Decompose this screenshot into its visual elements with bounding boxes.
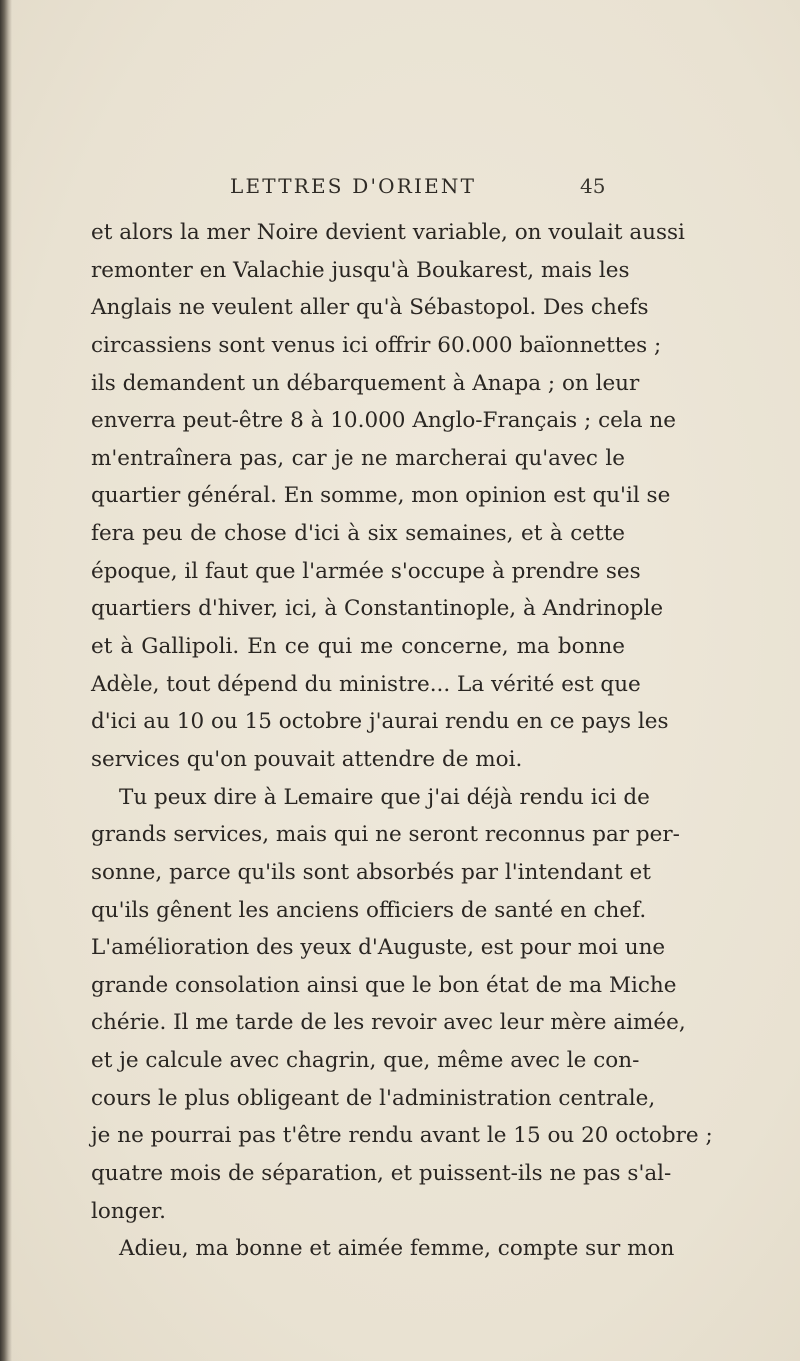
text-line: fera peu de chose d'ici à six semaines, et à cette <box>91 521 625 547</box>
running-head <box>0 174 800 204</box>
body-text <box>91 214 713 1268</box>
text-line: longer. <box>91 1198 166 1224</box>
text-line: L'amélioration des yeux d'Auguste, est pour moi une <box>91 935 666 961</box>
text-line: sonne, parce qu'ils sont absorbés par l'intendant et <box>91 859 651 885</box>
text-line: remonter en Valachie jusqu'à Boukarest, mais les <box>91 257 630 283</box>
text-line: ils demandent un débarquement à Anapa ; on leur <box>91 370 640 396</box>
text-line: qu'ils gênent les anciens officiers de santé en chef. <box>91 897 647 923</box>
text-line: quatre mois de séparation, et puissent-ils ne pas s'al- <box>91 1161 672 1187</box>
text-line: Adieu, ma bonne et aimée femme, compte sur mon <box>119 1236 675 1262</box>
text-line: services qu'on pouvait attendre de moi. <box>91 746 523 772</box>
text-line: et je calcule avec chagrin, que, même avec le con- <box>91 1048 640 1074</box>
text-line: je ne pourrai pas t'être rendu avant le 15 ou 20 octobre ; <box>91 1123 713 1149</box>
page-binding-edge <box>0 0 12 1361</box>
text-line: d'ici au 10 ou 15 octobre j'aurai rendu en ce pays les <box>91 709 669 735</box>
text-line: Adèle, tout dépend du ministre... La vérité est que <box>91 671 641 697</box>
text-line: m'entraînera pas, car je ne marcherai qu'avec le <box>91 445 625 471</box>
text-line: circassiens sont venus ici offrir 60.000 baïonnettes ; <box>91 332 662 358</box>
text-line: Anglais ne veulent aller qu'à Sébastopol. Des chefs <box>91 295 649 321</box>
text-line: Tu peux dire à Lemaire que j'ai déjà rendu ici de <box>119 784 650 810</box>
text-line: quartiers d'hiver, ici, à Constantinople, à Andrinople <box>91 596 664 622</box>
text-line: grande consolation ainsi que le bon état de ma Miche <box>91 972 677 998</box>
text-line: époque, il faut que l'armée s'occupe à prendre ses <box>91 558 641 584</box>
page-number: 45 <box>580 174 606 198</box>
text-line: et à Gallipoli. En ce qui me concerne, ma bonne <box>91 634 625 660</box>
text-line: et alors la mer Noire devient variable, on voulait aussi <box>91 220 685 245</box>
text-line: enverra peut-être 8 à 10.000 Anglo-Français ; cela ne <box>91 408 676 434</box>
text-line: quartier général. En somme, mon opinion est qu'il se <box>91 483 671 509</box>
text-line: grands services, mais qui ne seront reconnus par per- <box>91 822 680 848</box>
text-line: chérie. Il me tarde de les revoir avec leur mère aimée, <box>91 1010 686 1036</box>
text-line: cours le plus obligeant de l'administration centrale, <box>91 1085 656 1111</box>
running-title: LETTRES D'ORIENT <box>230 174 477 198</box>
